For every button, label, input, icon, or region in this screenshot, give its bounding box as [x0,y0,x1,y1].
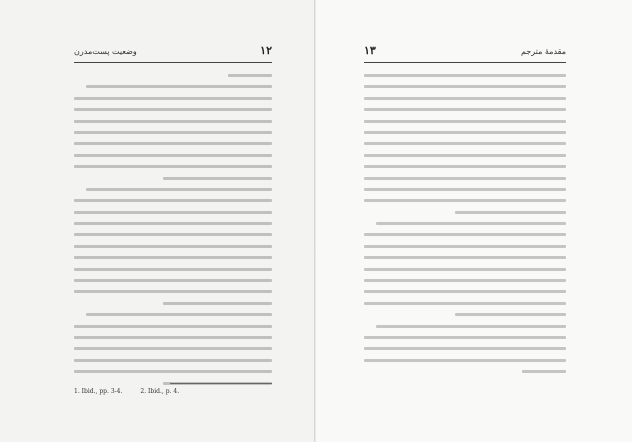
text-line [364,138,566,149]
text-line [364,127,566,138]
left-header-rule [74,62,272,63]
text-line [364,150,566,161]
left-page-header [74,44,272,58]
text-line [364,70,566,81]
left-body-text [74,70,272,389]
text-line [74,332,272,343]
text-line [74,116,272,127]
text-line [74,264,272,275]
text-line [74,275,272,286]
text-line [74,127,272,138]
right-header-rule [364,62,566,63]
text-line [74,184,272,195]
right-running-head: مقدمهٔ مترجم [520,47,566,56]
text-line [364,241,566,252]
text-line [364,207,566,218]
text-line [364,332,566,343]
footnote-rule [170,383,272,384]
text-line [364,161,566,172]
text-line [74,298,272,309]
text-line [364,264,566,275]
right-body-text [364,70,566,378]
text-line [364,309,566,320]
text-line [74,241,272,252]
text-line [364,229,566,240]
footnote-1: 1. Ibid., pp. 3-4. [74,388,123,395]
text-line [364,252,566,263]
text-line [74,161,272,172]
text-line [364,184,566,195]
text-line [74,229,272,240]
text-line [74,81,272,92]
footnote-2: 2. Ibid., p. 4. [140,388,180,395]
text-line [74,70,272,81]
text-line [364,116,566,127]
text-line [364,355,566,366]
text-line [364,104,566,115]
right-page [316,0,632,442]
text-line [74,150,272,161]
text-line [74,366,272,377]
text-line [74,93,272,104]
text-line [74,104,272,115]
text-line [364,93,566,104]
text-line [364,321,566,332]
text-line [364,275,566,286]
text-line [74,252,272,263]
text-line [74,355,272,366]
text-line [74,218,272,229]
text-line [74,173,272,184]
text-line [364,218,566,229]
text-line [364,343,566,354]
text-line [364,195,566,206]
text-line [74,138,272,149]
text-line [74,286,272,297]
text-line [74,207,272,218]
text-line [74,343,272,354]
left-running-head: وضعیت پست‌مدرن [74,47,137,56]
right-page-number: ۱۳ [364,44,376,57]
text-line [74,309,272,320]
text-line [364,298,566,309]
text-line [74,321,272,332]
text-line [364,286,566,297]
right-page-header [364,44,566,58]
footnotes [74,388,272,395]
left-page-number: ۱۲ [260,44,272,57]
text-line [364,366,566,377]
text-line [74,195,272,206]
text-line [364,173,566,184]
text-line [364,81,566,92]
